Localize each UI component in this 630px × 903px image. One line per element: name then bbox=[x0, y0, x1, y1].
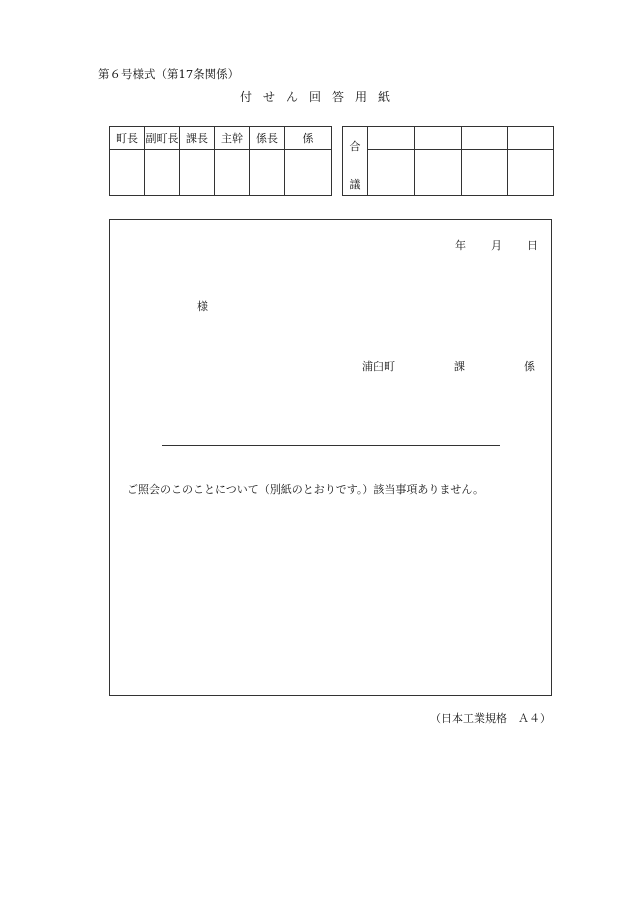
letter-frame bbox=[109, 219, 552, 696]
sender-section: 課 bbox=[454, 360, 465, 373]
consultation-stamp-table bbox=[342, 126, 554, 196]
subject-underline bbox=[162, 445, 500, 446]
consultation-stamp-cell bbox=[415, 150, 462, 196]
approval-stamp-table bbox=[109, 126, 332, 196]
approval-stamp-cell bbox=[250, 150, 285, 196]
consultation-stamp-cell bbox=[508, 150, 554, 196]
sender-town: 浦臼町 bbox=[362, 360, 395, 373]
approval-header-staff: 係 bbox=[285, 127, 332, 150]
approval-stamp-cell bbox=[110, 150, 145, 196]
consultation-label-bottom: 議 bbox=[349, 178, 361, 191]
addressee-suffix: 様 bbox=[197, 300, 208, 313]
date-line bbox=[455, 237, 538, 253]
approval-header-subsection-chief: 係長 bbox=[250, 127, 285, 150]
consultation-header-cell bbox=[508, 127, 554, 150]
consultation-header-cell bbox=[415, 127, 462, 150]
consultation-label bbox=[343, 127, 368, 196]
approval-header-manager: 主幹 bbox=[215, 127, 250, 150]
approval-header-section-chief: 課長 bbox=[180, 127, 215, 150]
approval-header-mayor: 町長 bbox=[110, 127, 145, 150]
consultation-header-cell bbox=[462, 127, 508, 150]
date-year: 年 bbox=[455, 239, 466, 252]
approval-stamp-cell bbox=[145, 150, 180, 196]
date-day: 日 bbox=[527, 239, 538, 252]
approval-stamp-cell bbox=[285, 150, 332, 196]
consultation-header-cell bbox=[368, 127, 415, 150]
date-month: 月 bbox=[491, 239, 502, 252]
sender-line bbox=[362, 358, 535, 374]
sender-staff: 係 bbox=[524, 360, 535, 373]
approval-stamp-cell bbox=[215, 150, 250, 196]
consultation-stamp-cell bbox=[462, 150, 508, 196]
approval-header-deputy-mayor: 副町長 bbox=[145, 127, 180, 150]
form-number: 第６号様式（第17条関係） bbox=[98, 67, 240, 81]
consultation-stamp-cell bbox=[368, 150, 415, 196]
paper-size-note: （日本工業規格 Ａ４） bbox=[430, 712, 551, 725]
form-title: 付せん回答用紙 bbox=[239, 90, 401, 104]
reply-body-text: ご照会のこのことについて（別紙のとおりです。）該当事項ありません。 bbox=[127, 483, 485, 496]
consultation-label-top: 合 bbox=[349, 140, 361, 153]
approval-stamp-cell bbox=[180, 150, 215, 196]
